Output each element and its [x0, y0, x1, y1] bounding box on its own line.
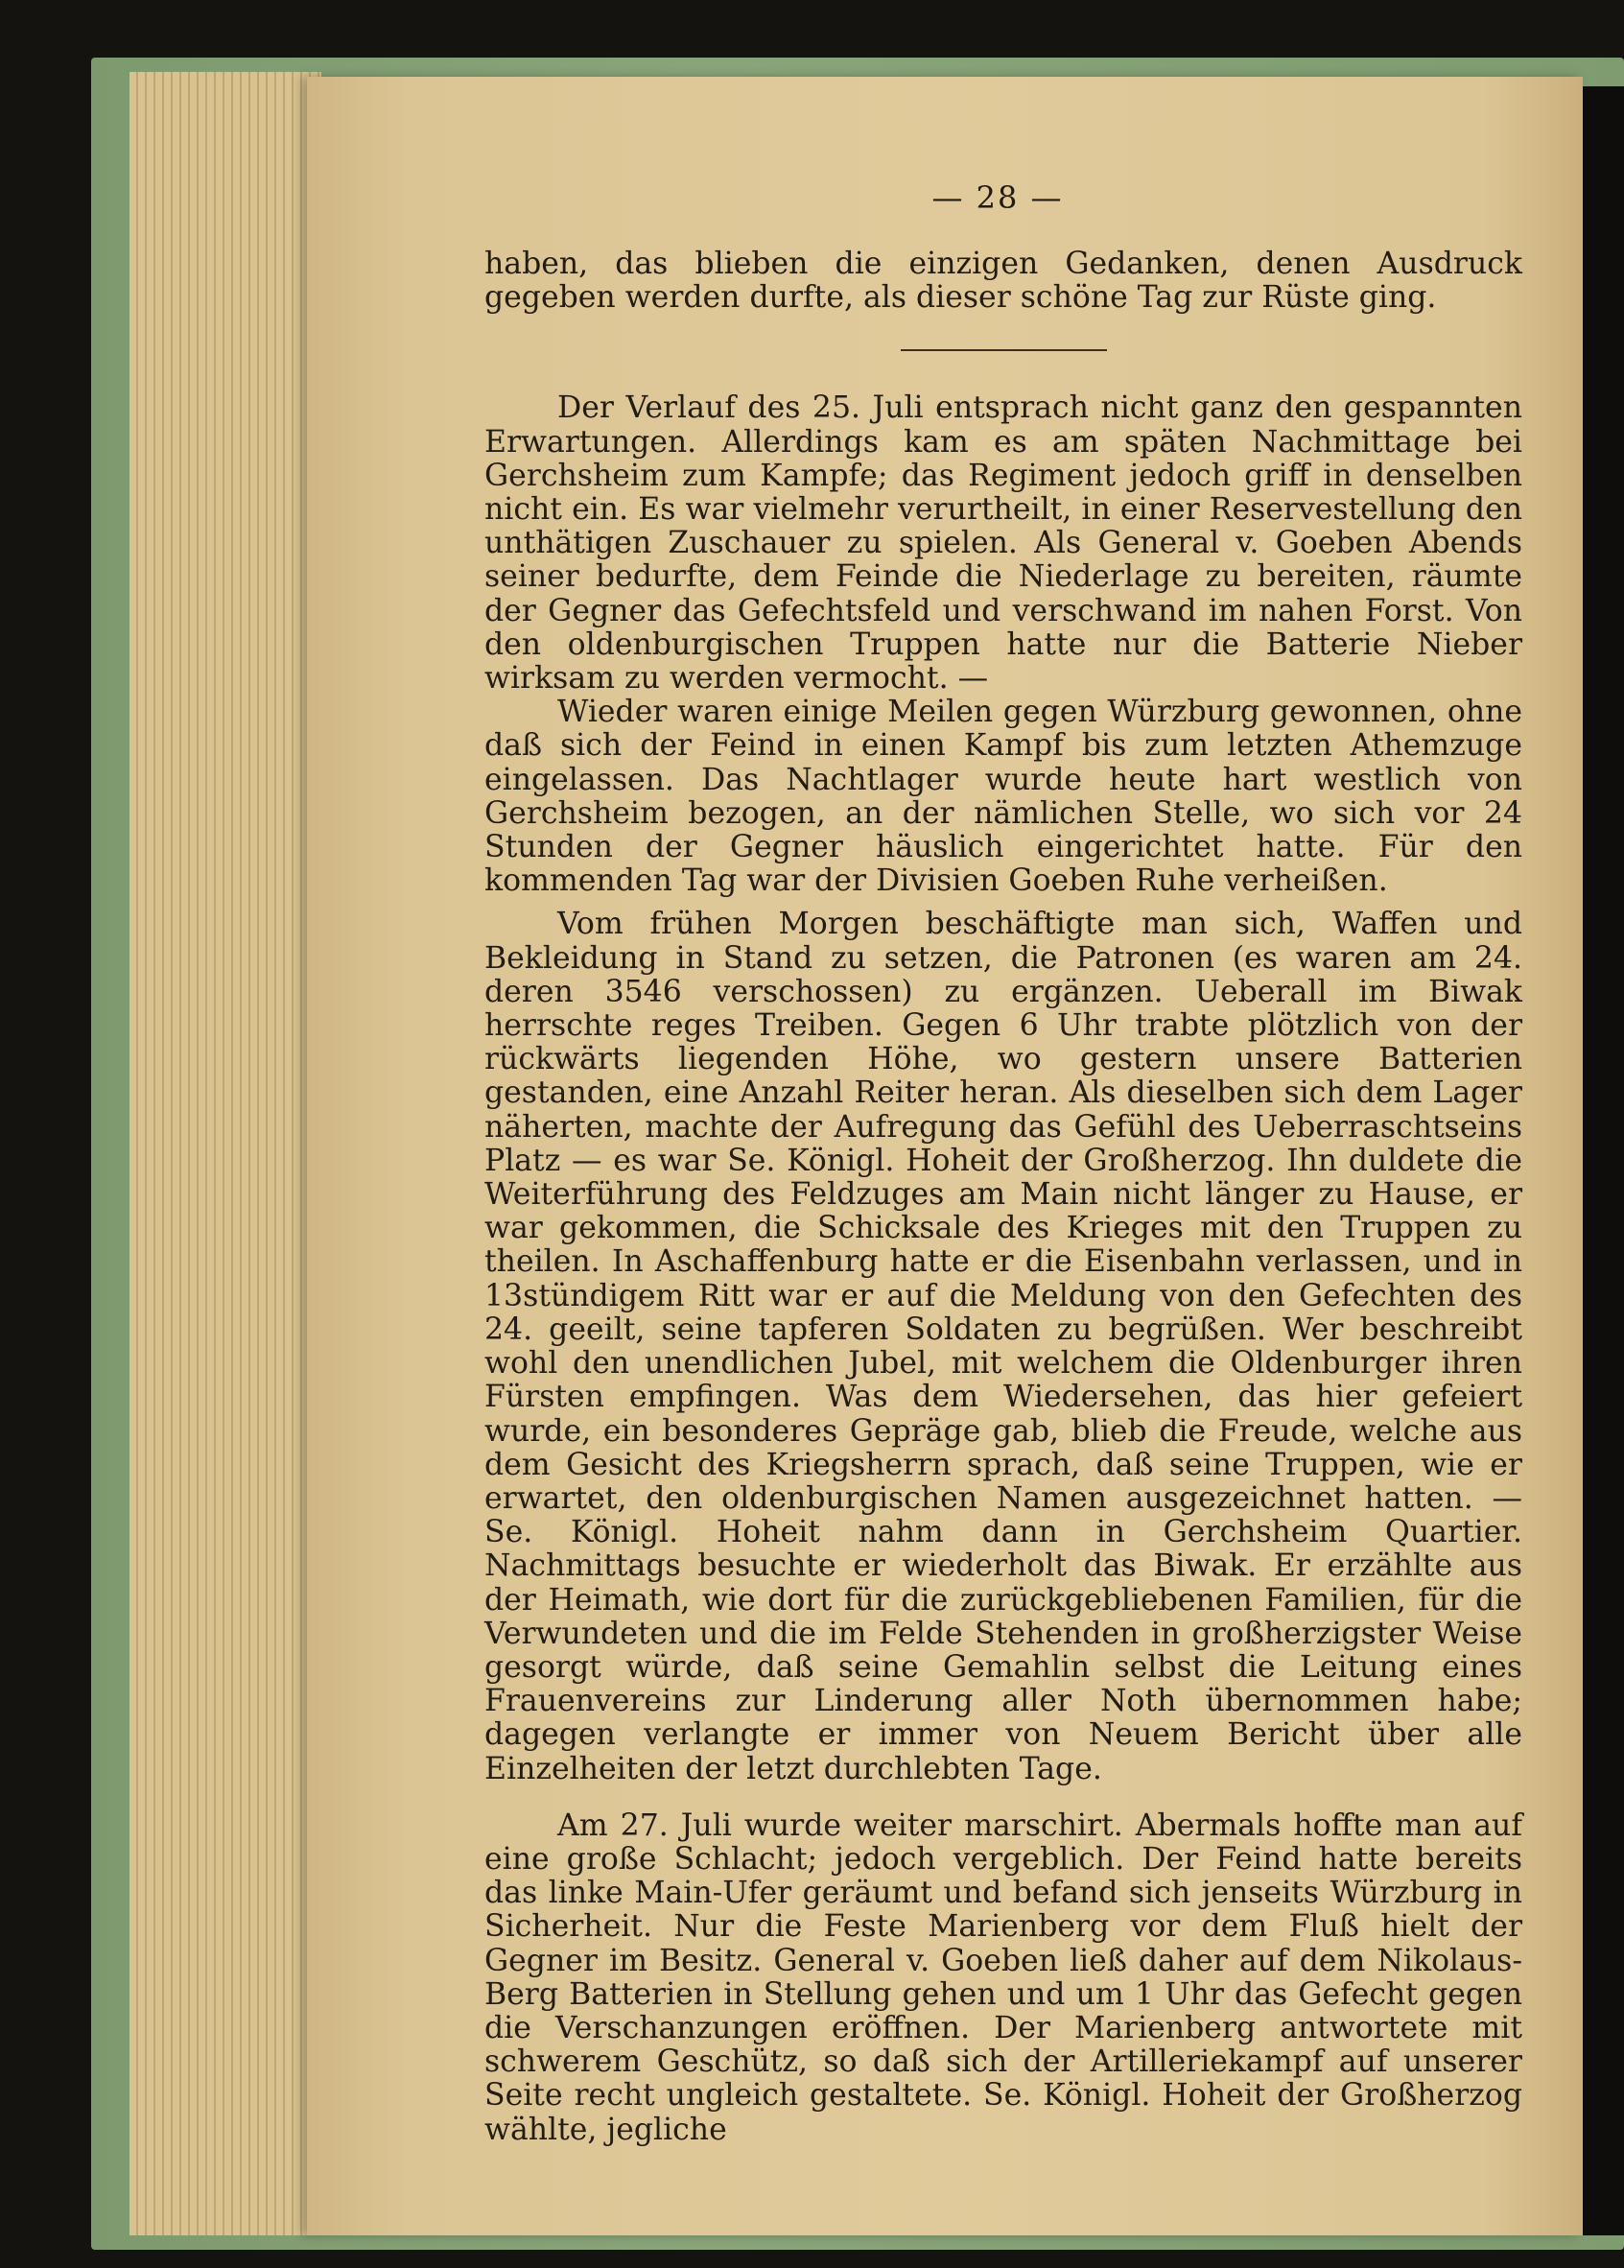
paragraph-3: Wieder waren einige Meilen gegen Würzburg gewonnen, ohne daß sich der Feind in einen Kampf bis zum letzten Athemzuge eingelassen. Das Nachtlager wurde heute hart westlich von Gerchsheim bezogen, an der nämlichen Stelle, wo sich vor 24 Stunden der Gegner häuslich eingerichtet hatte. Für den kommenden Tag war der Divisien Goeben Ruhe verheißen. [484, 695, 1522, 899]
page-number: — 28 — [931, 179, 1064, 216]
paragraph-2: Der Verlauf des 25. Juli entsprach nicht ganz den gespannten Erwartungen. Allerdings kam es am späten Nachmittage bei Gerchsheim zum Kampfe; das Regiment jedoch griff in denselben nicht ein. Es war vielmehr verurtheilt, in einer Reservestellung den unthätigen Zuschauer zu spielen. Als General v. Goeben Abends seiner bedurfte, dem Feinde die Niederlage zu bereiten, räumte der Gegner das Gefechtsfeld und verschwand im nahen Forst. Von den oldenburgischen Truppen hatte nur die Batterie Nieber wirksam zu werden vermocht. — [484, 390, 1522, 697]
paragraph-4: Vom frühen Morgen beschäftigte man sich, Waffen und Bekleidung in Stand zu setzen, die Patronen (es waren am 24. deren 3546 verschossen) zu ergänzen. Ueberall im Biwak herrschte reges Treiben. Gegen 6 Uhr trabte plötzlich von der rückwärts liegenden Höhe, wo gestern unsere Batterien gestanden, eine Anzahl Reiter heran. Als dieselben sich dem Lager näherten, machte der Aufregung das Gefühl des Ueberraschtseins Platz — es war Se. Königl. Hoheit der Großherzog. Ihn duldete die Weiterführung des Feldzuges am Main nicht länger zu Hause, er war gekommen, die Schicksale des Krieges mit den Truppen zu theilen. In Aschaffenburg hatte er die Eisenbahn verlassen, und in 13stündigem Ritt war er auf die Meldung von den Gefechten des 24. geeilt, seine tapferen Soldaten zu begrüßen. Wer beschreibt wohl den unendlichen Jubel, mit welchem die Oldenburger ihren Fürsten empfingen. Was dem Wiedersehen, das hier gefeiert wurde, ein besonderes Gepräge gab, blieb die Freude, welche aus dem Gesicht des Kriegsherrn sprach, daß seine Truppen, wie er erwartet, den oldenburgischen Namen ausgezeichnet hatten. — Se. Königl. Hoheit nahm dann in Gerchsheim Quartier. Nachmittags besuchte er wiederholt das Biwak. Er erzählte aus der Heimath, wie dort für die zurückgebliebenen Familien, für die Verwundeten und die im Felde Stehenden in großherzigster Weise gesorgt würde, daß seine Gemahlin selbst die Leitung eines Frauenvereins zur Linderung aller Noth übernommen habe; dagegen verlangte er immer von Neuem Bericht über alle Einzelheiten der letzt durchlebten Tage. [484, 907, 1522, 1786]
page-text [484, 248, 1522, 2147]
scan-edge [1583, 86, 1624, 2235]
section-divider [901, 349, 1107, 351]
paragraph-1: haben, das blieben die einzigen Gedanken, denen Ausdruck gegeben werden durfte, als dieser schöne Tag zur Rüste ging. [484, 247, 1522, 316]
page-edges [129, 72, 321, 2235]
paragraph-5: Am 27. Juli wurde weiter marschirt. Abermals hoffte man auf eine große Schlacht; jedoch vergeblich. Der Feind hatte bereits das linke Main-Ufer geräumt und befand sich jenseits Würzburg in Sicherheit. Nur die Feste Marienberg vor dem Fluß hielt der Gegner im Besitz. General v. Goeben ließ daher auf dem Nikolaus-Berg Batterien in Stellung gehen und um 1 Uhr das Gefecht gegen die Verschanzungen eröffnen. Der Marienberg antwortete mit schwerem Geschütz, so daß sich der Artilleriekampf auf unserer Seite recht ungleich gestaltete. Se. Königl. Hoheit der Großherzog wählte, jegliche [484, 1807, 1522, 2147]
